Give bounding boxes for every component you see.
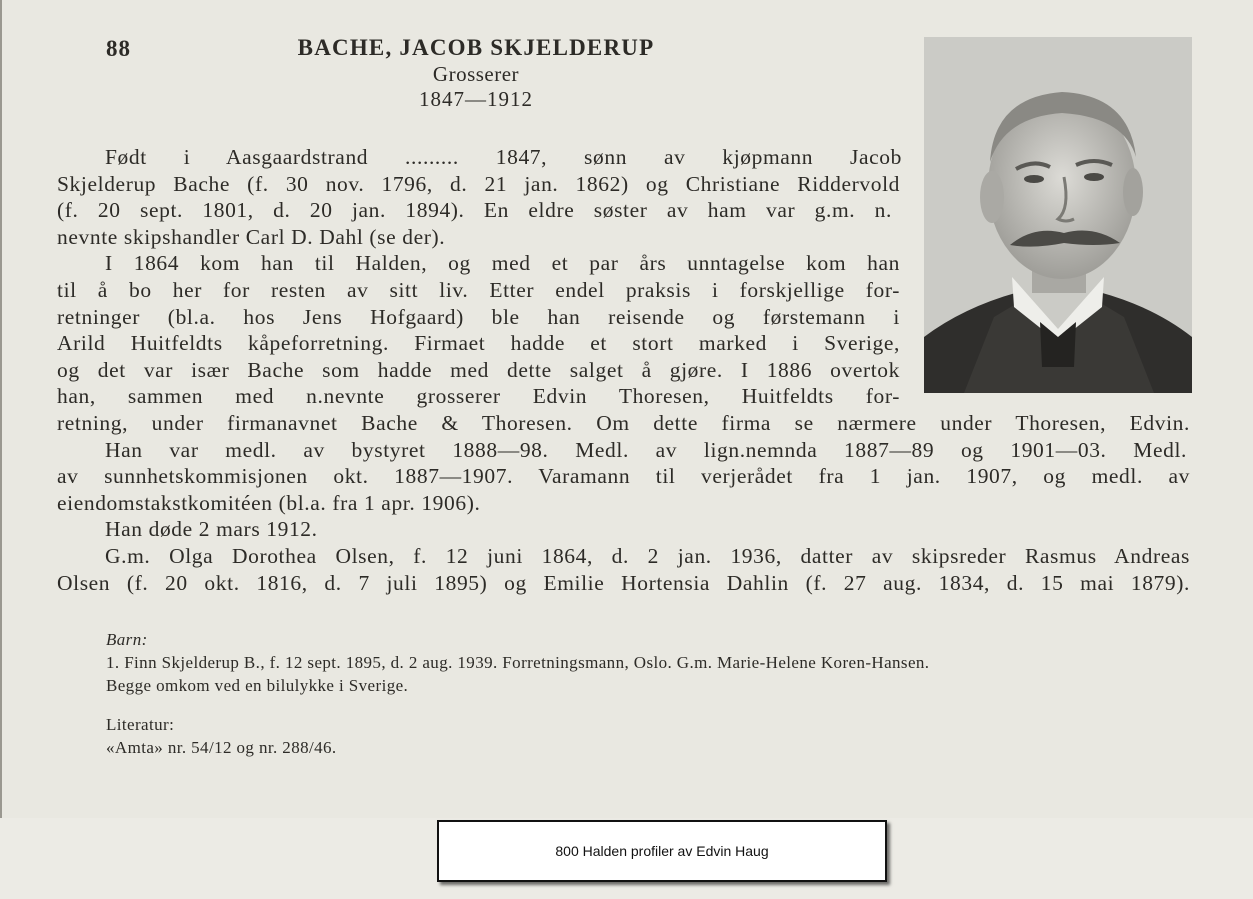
children-line: 1. Finn Skjelderup B., f. 12 sept. 1895, d. 2 aug. 1939. Forretningsmann, Oslo. G.m. Marie-Helene Koren-Hansen. (106, 653, 930, 672)
body-line: og det var især Bache som hadde med dette salget å gjøre. I 1886 overtok (57, 357, 900, 382)
body-line: til å bo her for resten av sitt liv. Etter endel praksis i forskjellige for- (57, 277, 900, 302)
body-line: han, sammen med n.nevnte grosserer Edvin Thoresen, Huitfeldts for- (57, 384, 900, 409)
body-line: Skjelderup Bache (f. 30 nov. 1796, d. 21 jan. 1862) og Christiane Riddervold (57, 171, 900, 196)
body-line: Han var medl. av bystyret 1888—98. Medl. av lign.nemnda 1887—89 og 1901—03. Medl. (105, 437, 1187, 462)
body-line: G.m. Olga Dorothea Olsen, f. 12 juni 1864, d. 2 jan. 1936, datter av skipsreder Rasmus Andreas (105, 543, 1190, 568)
body-line: I 1864 kom han til Halden, og med et par års unntagelse kom han (105, 251, 900, 276)
body-line: Han døde 2 mars 1912. (105, 517, 318, 542)
body-line: Født i Aasgaardstrand ......... 1847, sønn av kjøpmann Jacob (105, 145, 902, 169)
entry-occupation: Grosserer (432, 62, 520, 86)
body-line: Arild Huitfeldts kåpeforretning. Firmaet hadde et stort marked i Sverige, (57, 331, 900, 356)
body-line: av sunnhetskommisjonen okt. 1887—1907. Varamann til verjerådet fra 1 jan. 1907, og medl. av (57, 464, 1190, 489)
body-line: Olsen (f. 20 okt. 1816, d. 7 juli 1895) og Emilie Hortensia Dahlin (f. 27 aug. 1834, d. 15 mai 1879). (57, 570, 1190, 595)
entry-years: 1847—1912 (419, 87, 533, 111)
caption-box (437, 820, 887, 882)
body-line: retning, under firmanavnet Bache & Thoresen. Om dette firma se nærmere under Thoresen, Edvin. (57, 410, 1190, 435)
caption-text: 800 Halden profiler av Edvin Haug (555, 843, 769, 859)
page-number: 88 (106, 36, 131, 61)
body-line: eiendomstakstkomitéen (bl.a. fra 1 apr. 1906). (57, 490, 481, 515)
entry-title: BACHE, JACOB SKJELDERUP (297, 35, 655, 60)
body-line: nevnte skipshandler Carl D. Dahl (se der). (57, 224, 446, 249)
entry-header (232, 34, 720, 112)
body-line: (f. 20 sept. 1801, d. 20 jan. 1894). En eldre søster av ham var g.m. n. (57, 198, 892, 223)
notes-section (106, 628, 1196, 759)
children-line: Begge omkom ved en bilulykke i Sverige. (106, 676, 409, 695)
literature-label: Literatur: (106, 715, 175, 734)
children-label: Barn: (106, 630, 148, 649)
body-line: retninger (bl.a. hos Jens Hofgaard) ble han reisende og førstemann i (57, 304, 900, 329)
literature-line: «Amta» nr. 54/12 og nr. 288/46. (106, 738, 337, 757)
biography-text (57, 144, 1197, 596)
